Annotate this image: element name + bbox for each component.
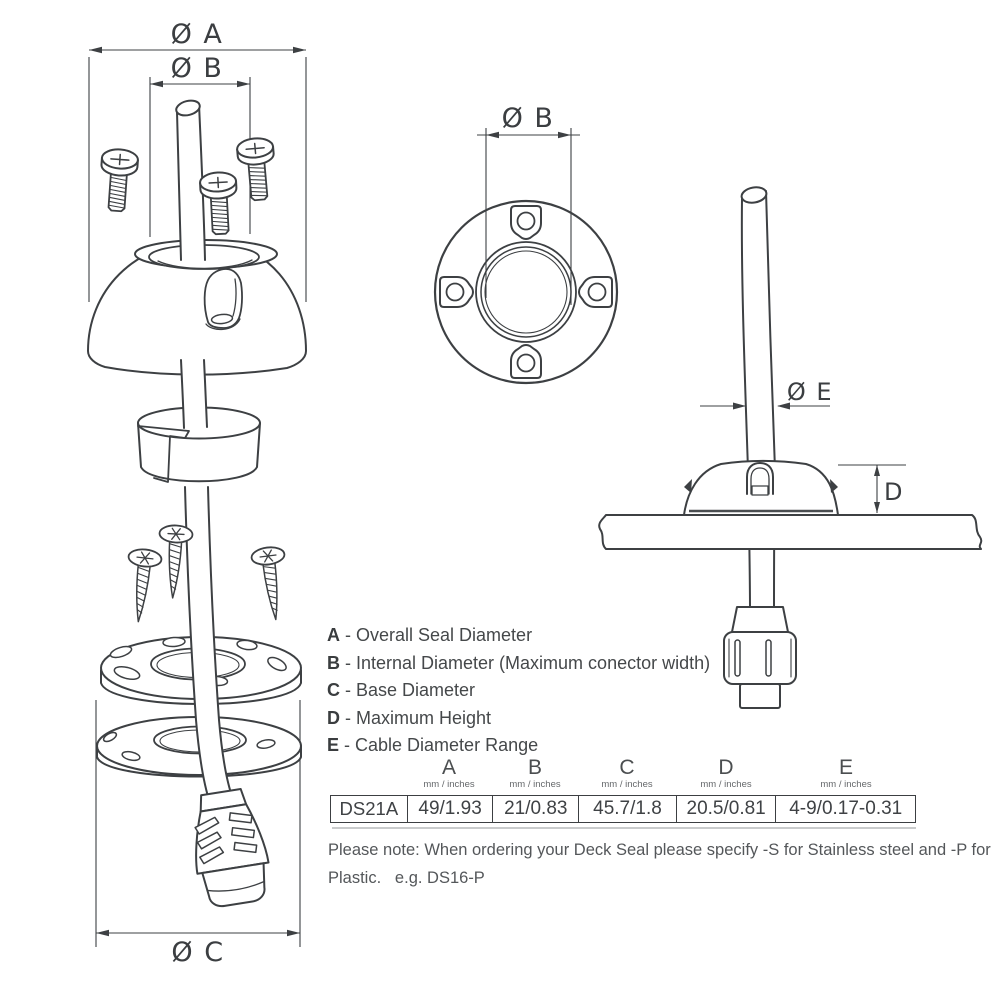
machine-screw: [200, 172, 239, 235]
legend: [327, 622, 710, 760]
col-header-c: C mm / inches: [601, 756, 653, 790]
machine-screw: [98, 148, 138, 212]
flange-top-view: [435, 103, 617, 383]
legend-item-a: A - Overall Seal Diameter: [327, 625, 533, 645]
dome-cowl: [205, 269, 242, 329]
spec-table: [330, 757, 916, 829]
col-header-d: D mm / inches: [700, 756, 752, 790]
legend-item-d: D - Maximum Height: [327, 707, 492, 728]
exploded-view: [88, 19, 306, 968]
machine-screw: [236, 137, 277, 201]
dim-label-d: D: [884, 478, 904, 506]
dim-label-a: Ø A: [170, 19, 224, 50]
dome-cap: [88, 240, 306, 375]
seal-dome-side: [684, 461, 838, 515]
tapping-screw: [251, 546, 293, 622]
screw-tab: [440, 277, 473, 307]
dim-label-b-left: Ø B: [170, 53, 224, 84]
note-line-2: Plastic. e.g. DS16-P: [328, 869, 485, 887]
value-c: 45.7/1.8: [578, 796, 676, 822]
screw-tab: [511, 345, 541, 378]
col-header-e: E mm / inches: [820, 756, 872, 790]
table-shadow: [332, 827, 916, 829]
spec-table-row: [330, 795, 916, 823]
value-a: 49/1.93: [407, 796, 493, 822]
col-header-a: A mm / inches: [423, 756, 475, 790]
dimension-d: [838, 465, 906, 513]
deck-board: [599, 515, 981, 549]
note-line-1: Please note: When ordering your Deck Seal please specify -S for Stainless steel and -P for: [328, 841, 991, 859]
tapping-screw: [122, 548, 162, 624]
spec-table-header: [330, 757, 916, 795]
value-d: 20.5/0.81: [676, 796, 776, 822]
legend-item-e: E - Cable Diameter Range: [327, 735, 539, 755]
col-header-b: B mm / inches: [509, 756, 561, 790]
legend-item-b: B - Internal Diameter (Maximum conector width): [327, 652, 711, 673]
model-cell: DS21A: [339, 798, 399, 819]
legend-item-c: C - Base Diameter: [327, 680, 476, 700]
dim-label-b-top: Ø B: [501, 103, 555, 134]
dim-label-c: Ø C: [171, 937, 225, 968]
screw-tab: [579, 277, 612, 307]
screw-tab: [511, 206, 541, 239]
cable-connector: [185, 786, 274, 909]
dim-label-e: Ø E: [786, 378, 834, 406]
value-e: 4-9/0.17-0.31: [775, 796, 915, 822]
cable-mid: [181, 360, 207, 428]
ordering-note: [328, 836, 991, 892]
connector-side: [724, 607, 796, 708]
value-b: 21/0.83: [492, 796, 578, 822]
